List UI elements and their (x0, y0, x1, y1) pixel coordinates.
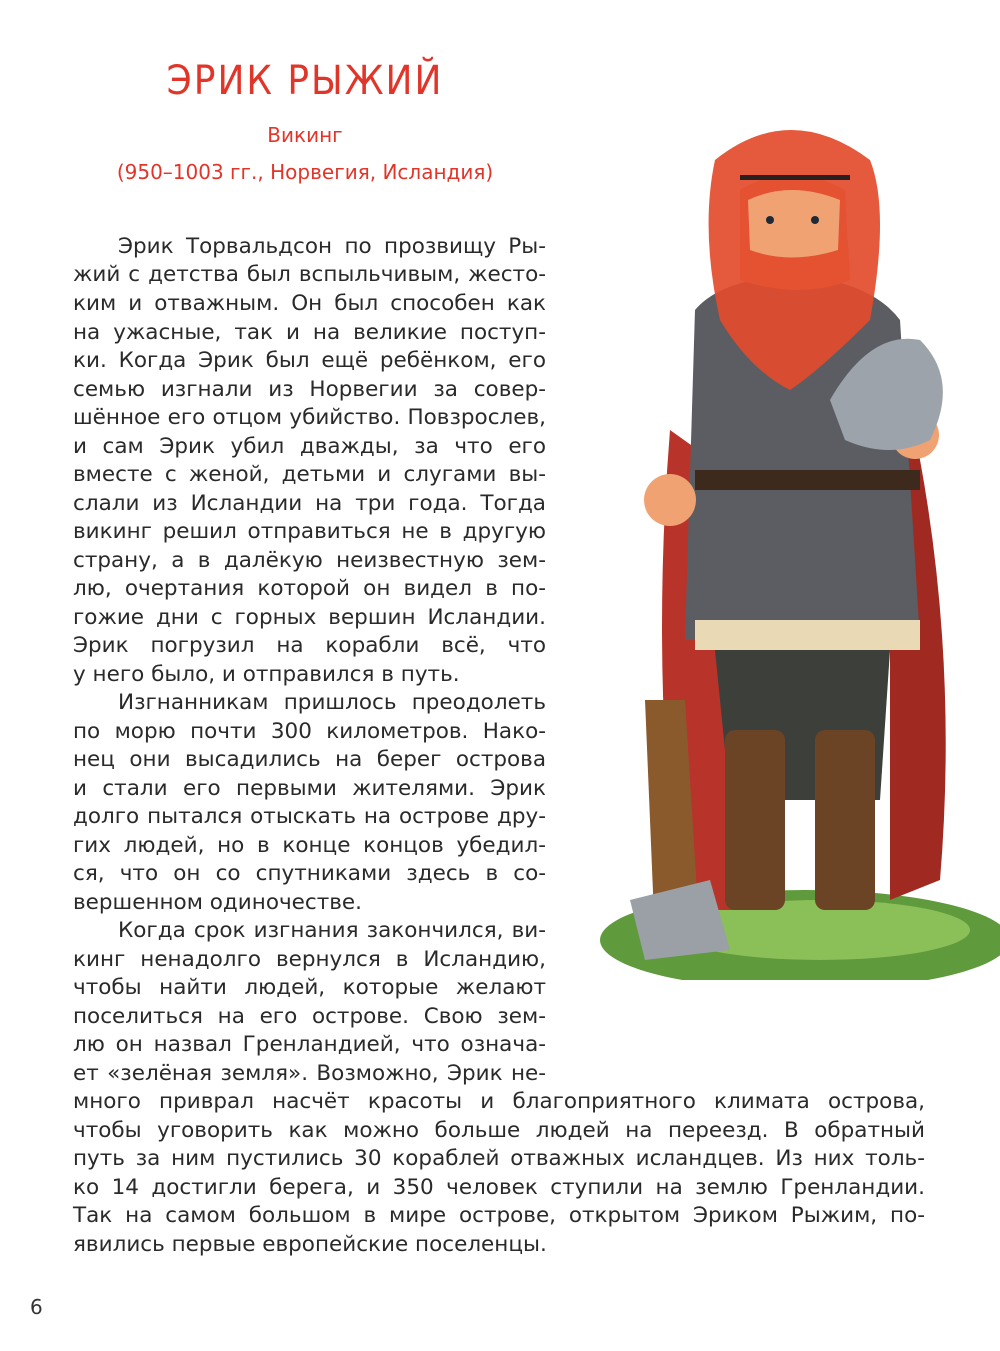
page-subtitle: Викинг (267, 123, 343, 147)
text-line: путь за ним пустились 30 кораблей отважных исландцев. Из них толь- (73, 1146, 925, 1171)
left-boot (725, 730, 785, 910)
text-line: ет «зелёная земля». Возможно, Эрик не- (73, 1061, 546, 1086)
page-dates: (950–1003 гг., Норвегия, Исландия) (116, 160, 494, 184)
text-line: ся, что он со спутниками здесь в со- (73, 861, 546, 886)
text-line: гих людей, но в конце концов убедил- (73, 833, 546, 858)
left-eye (766, 216, 774, 224)
text-line: нец они высадились на берег острова (73, 747, 546, 772)
text-line: чтобы уговорить как можно больше людей на переезд. В обратный (73, 1118, 925, 1143)
text-line: и стали его первыми жителями. Эрик (73, 776, 546, 801)
text-line: поселиться на его острове. Свою зем- (73, 1004, 546, 1029)
text-line: на ужасные, так и на великие поступ- (73, 320, 546, 345)
page-number: 6 (30, 1295, 43, 1319)
headband (740, 175, 850, 180)
text-line: Изгнанникам пришлось преодолеть (118, 690, 546, 715)
text-line: и сам Эрик убил дважды, за что его (73, 434, 546, 459)
text-line: Эрик Торвальдсон по прозвищу Ры- (118, 234, 546, 259)
text-line: лю он назвал Гренландией, что означа- (73, 1032, 546, 1057)
right-boot (815, 730, 875, 910)
text-line: гожие дни с горных вершин Исландии. (73, 605, 546, 630)
text-line: ки. Когда Эрик был ещё ребёнком, его (73, 348, 546, 373)
text-line: долго пытался отыскать на острове дру- (73, 804, 546, 829)
text-line: ким и отважным. Он был способен как (73, 291, 546, 316)
text-line: викинг решил отправиться не в другую (73, 519, 546, 544)
text-line: вершенном одиночестве. (73, 890, 362, 915)
text-line: ко 14 достигли берега, и 350 человек ступили на землю Гренландии. (73, 1175, 925, 1200)
text-line: слали из Исландии на три года. Тогда (73, 491, 546, 516)
text-line: страну, а в далёкую неизвестную зем- (73, 548, 546, 573)
text-line: по морю почти 300 километров. Нако- (73, 719, 546, 744)
text-line: лю, очертания которой он видел в по- (73, 576, 546, 601)
text-line: Так на самом большом в мире острове, открытом Эриком Рыжим, по- (73, 1203, 925, 1228)
page-title: ЭРИК РЫЖИЙ (166, 58, 444, 104)
viking-illustration (590, 80, 1000, 980)
text-line: вместе с женой, детьми и слугами вы- (73, 462, 546, 487)
tunic-trim (695, 620, 920, 650)
text-line: чтобы найти людей, которые желают (73, 975, 546, 1000)
text-line: Эрик погрузил на корабли всё, что (73, 633, 546, 658)
belt (695, 470, 920, 490)
text-line: много приврал насчёт красоты и благоприятного климата острова, (73, 1089, 925, 1114)
text-line: шённое его отцом убийство. Повзрослев, (73, 405, 546, 430)
text-line: семью изгнали из Норвегии за совер- (73, 377, 546, 402)
right-eye (811, 216, 819, 224)
text-line: жий с детства был вспыльчивым, жесто- (73, 262, 546, 287)
text-line: Когда срок изгнания закончился, ви- (118, 918, 546, 943)
face-front (748, 190, 840, 258)
text-line: явились первые европейские поселенцы. (73, 1232, 547, 1257)
text-line: у него было, и отправился в путь. (73, 662, 460, 687)
text-line: кинг ненадолго вернулся в Исландию, (73, 947, 546, 972)
left-hand (644, 474, 696, 526)
